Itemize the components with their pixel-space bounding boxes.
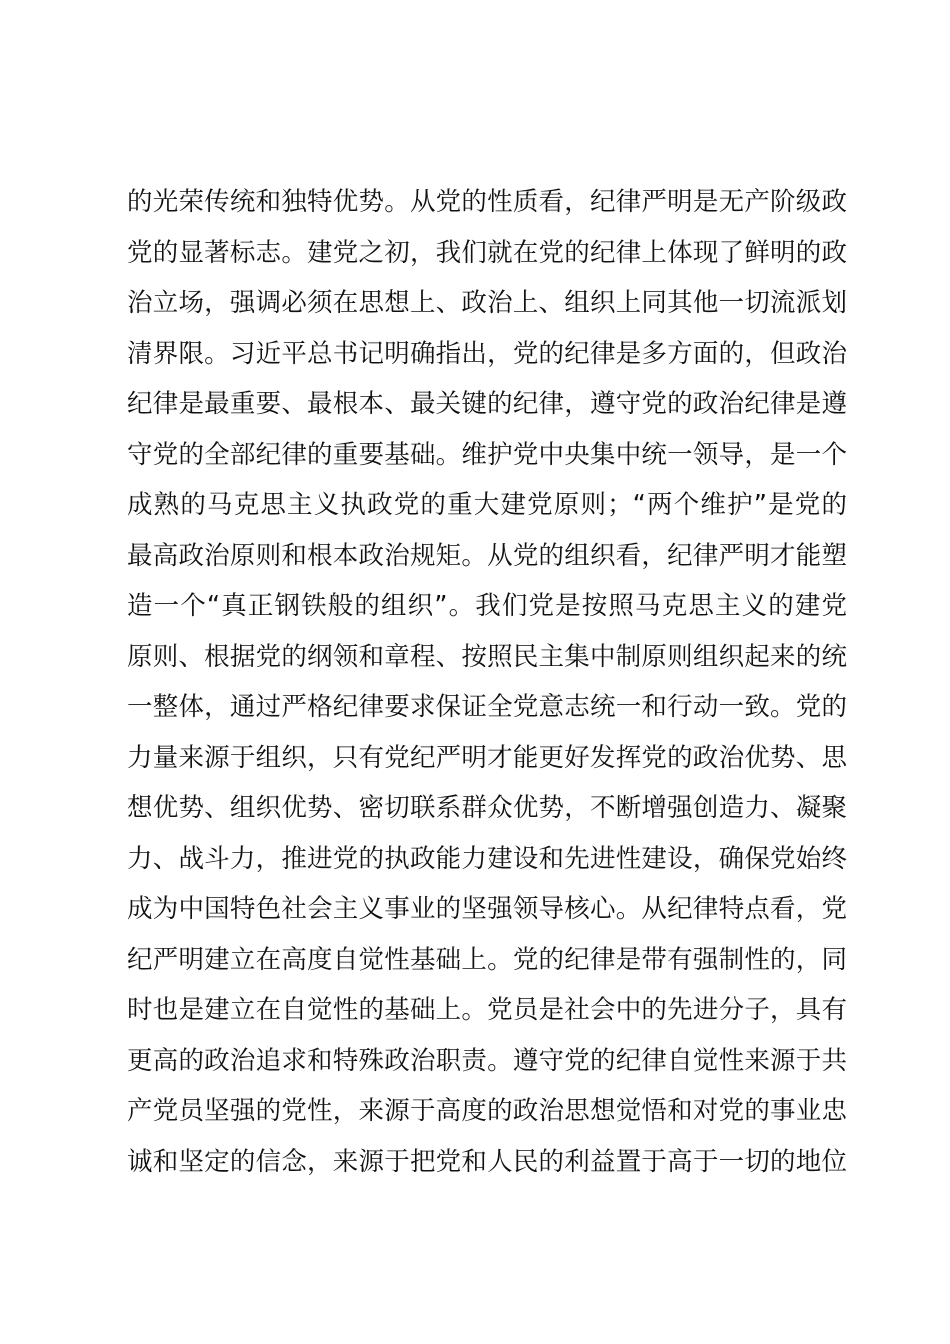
text-line: 成熟的马克思主义执政党的重大建党原则；“两个维护”是党的 — [127, 490, 847, 520]
text-line: 力、战斗力，推进党的执政能力建设和先进性建设，确保党始终 — [127, 843, 847, 874]
text-line: 更高的政治追求和特殊政治职责。遵守党的纪律自觉性来源于共 — [127, 1045, 847, 1076]
text-line: 造一个“真正钢铁般的组织”。我们党是按照马克思主义的建党 — [127, 591, 847, 621]
text-line: 诚和坚定的信念，来源于把党和人民的利益置于高于一切的地位 — [127, 1146, 847, 1177]
text-line: 原则、根据党的纲领和章程、按照民主集中制原则组织起来的统 — [127, 641, 847, 672]
text-line: 纪律是最重要、最根本、最关键的纪律，遵守党的政治纪律是遵 — [127, 389, 847, 419]
text-line: 时也是建立在自觉性的基础上。党员是社会中的先进分子，具有 — [127, 995, 847, 1025]
text-line: 治立场，强调必须在思想上、政治上、组织上同其他一切流派划 — [127, 288, 847, 318]
text-line: 纪严明建立在高度自觉性基础上。党的纪律是带有强制性的，同 — [127, 944, 847, 975]
text-line: 最高政治原则和根本政治规矩。从党的组织看，纪律严明才能塑 — [127, 540, 847, 571]
body-paragraph — [127, 177, 847, 1187]
text-line: 的光荣传统和独特优势。从党的性质看，纪律严明是无产阶级政 — [127, 187, 847, 217]
text-line: 清界限。习近平总书记明确指出，党的纪律是多方面的，但政治 — [127, 338, 847, 369]
text-line: 党的显著标志。建党之初，我们就在党的纪律上体现了鲜明的政 — [127, 237, 847, 268]
text-line: 想优势、组织优势、密切联系群众优势，不断增强创造力、凝聚 — [127, 793, 847, 823]
text-line: 力量来源于组织，只有党纪严明才能更好发挥党的政治优势、思 — [127, 742, 847, 773]
text-line: 成为中国特色社会主义事业的坚强领导核心。从纪律特点看，党 — [127, 894, 847, 924]
text-line: 守党的全部纪律的重要基础。维护党中央集中统一领导，是一个 — [127, 439, 847, 470]
text-line: 一整体，通过严格纪律要求保证全党意志统一和行动一致。党的 — [127, 692, 847, 722]
text-line: 产党员坚强的党性，来源于高度的政治思想觉悟和对党的事业忠 — [127, 1096, 847, 1126]
